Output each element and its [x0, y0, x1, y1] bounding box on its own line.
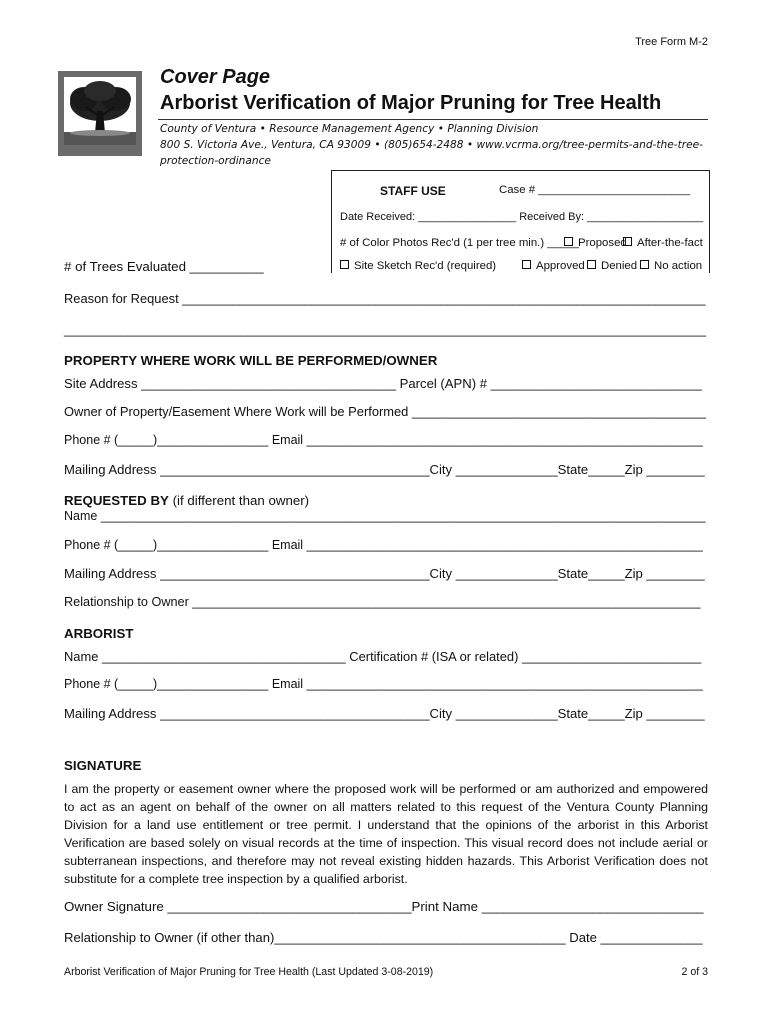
signature-heading: SIGNATURE — [64, 758, 142, 773]
page-subtitle: Cover Page — [160, 66, 271, 88]
site-address-field[interactable]: Site Address ___________________________________ Parcel (APN) # _____________________________ — [64, 376, 702, 391]
requester-phone-field[interactable]: Phone # (_____)________________ Email _________________________________________________________ — [64, 538, 703, 552]
reason-field[interactable]: Reason for Request _________________________________________________________________________ — [64, 291, 706, 306]
checkbox-icon — [623, 237, 632, 246]
site-sketch-checkbox[interactable] — [340, 260, 496, 272]
arborist-heading: ARBORIST — [64, 626, 134, 641]
proposed-checkbox[interactable] — [564, 237, 627, 249]
checkbox-icon — [640, 260, 649, 269]
staff-use-box — [331, 170, 710, 273]
requested-heading-note: (if different than owner) — [168, 493, 310, 508]
page-number: 2 of 3 — [681, 966, 708, 978]
case-number-field[interactable]: Case # ________________________ — [499, 184, 691, 196]
requested-heading-label: REQUESTED BY — [64, 493, 169, 508]
requester-mailing-field[interactable]: Mailing Address _____________________________________City ______________State_____Zip ________ — [64, 566, 705, 581]
trees-evaluated-field[interactable]: # of Trees Evaluated __________ — [64, 259, 264, 274]
arborist-phone-field[interactable]: Phone # (_____)________________ Email _________________________________________________________ — [64, 677, 703, 691]
approved-label: Approved — [536, 260, 585, 272]
checkbox-icon — [587, 260, 596, 269]
checkbox-icon — [564, 237, 573, 246]
property-heading: PROPERTY WHERE WORK WILL BE PERFORMED/OWNER — [64, 353, 438, 368]
approved-checkbox[interactable] — [522, 260, 585, 272]
footer-title: Arborist Verification of Major Pruning for Tree Health (Last Updated 3-08-2019) — [64, 966, 434, 978]
address-line: County of Ventura • Resource Management Agency • Planning Division — [160, 123, 539, 135]
title-divider — [158, 119, 708, 120]
page-title: Arborist Verification of Major Pruning for Tree Health — [160, 92, 662, 114]
owner-field[interactable]: Owner of Property/Easement Where Work will be Performed _________________________________________ — [64, 404, 706, 419]
county-logo — [58, 71, 142, 156]
requested-heading — [64, 493, 309, 508]
address-line: protection-ordinance — [160, 155, 271, 167]
owner-phone-field[interactable]: Phone # (_____)________________ Email _________________________________________________________ — [64, 433, 703, 447]
owner-signature-field[interactable]: Owner Signature _________________________________Print Name ______________________________ — [64, 899, 704, 914]
reason-field-line2[interactable]: ___________________________________________________________________________________________ — [64, 323, 707, 337]
after-the-fact-checkbox[interactable] — [623, 237, 703, 249]
relationship-field[interactable]: Relationship to Owner ________________________________________________________________________ — [64, 595, 701, 609]
relationship-date-field[interactable]: Relationship to Owner (if other than)________________________________________ Date ______________ — [64, 930, 703, 945]
address-line: 800 S. Victoria Ave., Ventura, CA 93009 • (805)654-2488 • www.vcrma.org/tree-permits-and-the-tree- — [160, 139, 703, 151]
date-received-field[interactable]: Date Received: ________________ Received By: ___________________ — [340, 211, 704, 223]
denied-label: Denied — [601, 260, 638, 272]
no-action-checkbox[interactable] — [640, 260, 702, 272]
color-photos-field[interactable]: # of Color Photos Rec'd (1 per tree min.) _____ — [340, 237, 579, 249]
site-sketch-label: Site Sketch Rec'd (required) — [354, 260, 497, 272]
requester-name-field[interactable]: Name _______________________________________________________________________________________ — [64, 509, 706, 523]
no-action-label: No action — [654, 260, 703, 272]
oak-tree-icon — [64, 77, 136, 145]
arborist-mailing-field[interactable]: Mailing Address _____________________________________City ______________State_____Zip ________ — [64, 706, 705, 721]
after-the-fact-label: After-the-fact — [637, 237, 703, 249]
checkbox-icon — [522, 260, 531, 269]
arborist-name-field[interactable]: Name __________________________________ Certification # (ISA or related) _________________________ — [64, 649, 702, 664]
owner-mailing-field[interactable]: Mailing Address _____________________________________City ______________State_____Zip ________ — [64, 462, 705, 477]
signature-statement: I am the property or easement owner where the proposed work will be performed or am authorized and empowered to act as an agent on behalf of the owner on all matters related to this request of the Ventura County Planning Division for a land use entitlement or tree permit. I understand that the opinions of the arborist in this Arborist Verification are based solely on visual records at the time of inspection. This visual record does not include aerial or subterranean inspections, and therefore may not reveal existing hidden hazards. This Arborist Verification does not substitute for a complete tree inspection by a qualified arborist. — [64, 782, 708, 886]
checkbox-icon — [340, 260, 349, 269]
staff-use-heading: STAFF USE — [380, 184, 446, 198]
proposed-label: Proposed — [578, 237, 627, 249]
form-number: Tree Form M-2 — [635, 36, 708, 48]
denied-checkbox[interactable] — [587, 260, 637, 272]
